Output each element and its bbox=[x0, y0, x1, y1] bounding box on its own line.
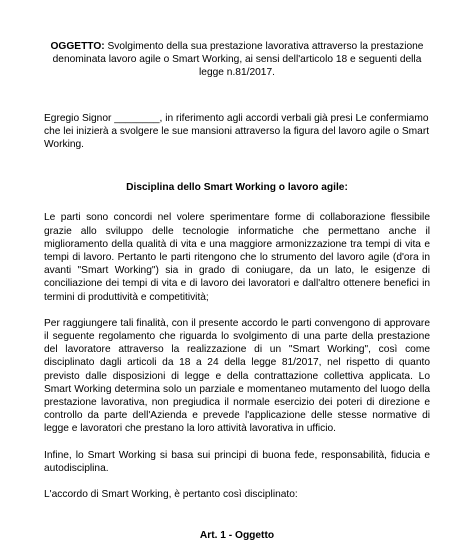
article-title: Art. 1 - Oggetto bbox=[199, 530, 275, 542]
salutation-paragraph: Egregio Signor ________, in riferimento agli accordi verbali già presi Le confermiamo che lei inizierà a svolgere le sue mansioni attraverso la figura del lavoro agile o Smart Working. bbox=[44, 112, 430, 151]
subject-heading bbox=[44, 40, 430, 80]
body-paragraph-4: L'accordo di Smart Working, è pertanto così disciplinato: bbox=[44, 489, 298, 501]
body-paragraph-1: Le parti sono concordi nel volere sperimentare forme di collaborazione flessibile grazie allo sviluppo delle tecnologie informatiche che permettano anche il miglioramento della qualità di vita e una maggiore armonizzazione tra tempi di vita e tempi di lavoro. Pertanto le parti ritengono che lo strumento del lavoro agile (d'ora in avanti "Smart Working") sia in grado di coniugare, da un lato, le esigenze di conciliazione dei tempi di vita e di lavoro dei lavoratori e dall'altro ottenere benefici in termini di produttività e competitività; bbox=[44, 212, 430, 303]
subject-text: Svolgimento della sua prestazione lavorativa attraverso la prestazione denominata lavoro agile o Smart Working, ai sensi dell'articolo 18 e seguenti della legge n.81/2017. bbox=[52, 41, 424, 79]
section-title: Disciplina dello Smart Working o lavoro agile: bbox=[126, 182, 348, 194]
body-paragraph-3: Infine, lo Smart Working si basa sui principi di buona fede, responsabilità, fiducia e autodisciplina. bbox=[44, 449, 430, 474]
subject-label: OGGETTO: bbox=[50, 41, 105, 52]
body-paragraph-2: Per raggiungere tali finalità, con il presente accordo le parti convengono di approvare il seguente regolamento che riguarda lo svolgimento di una parte della prestazione del lavoratore attraverso la realizzazione di un "Smart Working", così come disciplinato dagli articoli da 18 a 24 della legge 81/2017, nel rispetto di quanto previsto dalle disposizioni di legge e della contrattazione collettiva applicata. Lo Smart Working determina solo un parziale e momentaneo mutamento del luogo della prestazione lavorativa, non pregiudica il normale esercizio dei poteri di direzione e controllo da parte dell'Azienda e prevede l'applicazione delle stesse normative di legge e lavoratori che prestano la loro attività lavorativa in ufficio. bbox=[44, 317, 430, 435]
